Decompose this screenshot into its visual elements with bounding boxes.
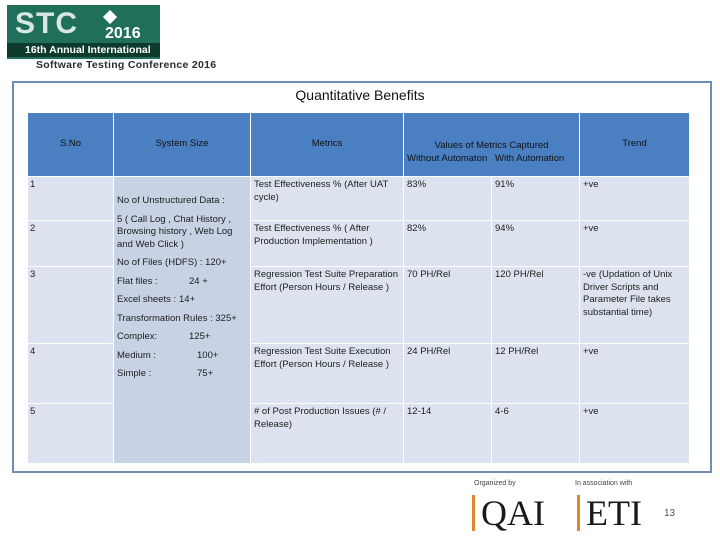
header-trend: Trend xyxy=(580,113,690,177)
qai-bar-icon xyxy=(472,495,475,531)
system-flat-files xyxy=(117,276,247,289)
metric-cell: Regression Test Suite Preparation Effort (Person Hours / Release ) xyxy=(251,267,404,344)
system-size-cell xyxy=(114,177,251,464)
association-label: In association with xyxy=(575,480,633,487)
system-unstructured: No of Unstructured Data : xyxy=(117,195,225,206)
row-sno: 5 xyxy=(28,404,114,464)
logo-subtitle: 16th Annual International xyxy=(7,43,160,57)
simple-label: Simple : xyxy=(117,368,152,379)
system-call-log: 5 ( Call Log , Chat History , Browsing history , Web Log and Web Click ) xyxy=(117,213,233,250)
complex-label: Complex: xyxy=(117,331,158,342)
excel-value: 14+ xyxy=(179,294,196,305)
eti-logo xyxy=(577,492,642,534)
metric-cell: # of Post Production Issues (# / Release) xyxy=(251,404,404,464)
trend-cell: +ve xyxy=(580,177,690,221)
header-without: Without Automaton xyxy=(407,152,488,164)
excel-label: Excel sheets : xyxy=(117,294,177,305)
with-cell: 12 PH/Rel xyxy=(492,344,580,404)
header-values-title: Values of Metrics Captured xyxy=(434,140,549,151)
eti-logo-text: ETI xyxy=(586,493,642,533)
simple-value: 75+ xyxy=(197,368,214,379)
header-with: With Automation xyxy=(495,152,565,164)
trend-cell: +ve xyxy=(580,221,690,267)
metric-cell: Test Effectiveness % ( After Production Implementation ) xyxy=(251,221,404,267)
with-cell: 91% xyxy=(492,177,580,221)
organized-by-label: Organized by xyxy=(474,480,516,487)
eti-bar-icon xyxy=(577,495,580,531)
header-values-sub xyxy=(407,153,576,166)
row-sno: 3 xyxy=(28,267,114,344)
benefits-table xyxy=(27,112,690,464)
without-cell: 82% xyxy=(404,221,492,267)
with-cell: 4-6 xyxy=(492,404,580,464)
conference-name: Software Testing Conference 2016 xyxy=(36,59,217,71)
qai-logo xyxy=(472,492,545,534)
stc-logo xyxy=(7,5,160,59)
trend-cell: +ve xyxy=(580,404,690,464)
system-simple xyxy=(117,368,247,381)
trend-cell: +ve xyxy=(580,344,690,404)
system-files: No of Files (HDFS) : 120+ xyxy=(117,257,227,268)
slide-title: Quantitative Benefits xyxy=(295,87,425,103)
qai-logo-text: QAI xyxy=(481,493,545,533)
medium-label: Medium : xyxy=(117,349,157,361)
without-cell: 83% xyxy=(404,177,492,221)
metric-cell: Regression Test Suite Execution Effort (Person Hours / Release ) xyxy=(251,344,404,404)
system-rules: Transformation Rules : 325+ xyxy=(117,312,237,324)
complex-value: 125+ xyxy=(189,331,211,342)
flat-files-label: Flat files : xyxy=(117,275,158,287)
flat-files-value: 24 + xyxy=(189,275,208,287)
row-sno: 4 xyxy=(28,344,114,404)
header-sno: S.No xyxy=(28,113,114,177)
page-number: 13 xyxy=(664,508,676,519)
header-system-size: System Size xyxy=(114,113,251,177)
system-complex xyxy=(117,331,247,344)
row-sno: 1 xyxy=(28,177,114,221)
with-cell: 120 PH/Rel xyxy=(492,267,580,344)
header-values xyxy=(404,113,580,177)
system-medium xyxy=(117,350,247,363)
logo-main-text: STC xyxy=(15,7,78,40)
metric-cell: Test Effectiveness % (After UAT cycle) xyxy=(251,177,404,221)
without-cell: 24 PH/Rel xyxy=(404,344,492,404)
logo-diamond-icon xyxy=(103,10,117,24)
table-header-row xyxy=(28,113,690,177)
without-cell: 70 PH/Rel xyxy=(404,267,492,344)
trend-cell: -ve (Updation of Unix Driver Scripts and Parameter File takes substantial time) xyxy=(580,267,690,344)
medium-value: 100+ xyxy=(197,349,219,361)
without-cell: 12-14 xyxy=(404,404,492,464)
row-sno: 2 xyxy=(28,221,114,267)
table-row xyxy=(28,177,690,221)
logo-year: 2016 xyxy=(105,25,141,42)
with-cell: 94% xyxy=(492,221,580,267)
header-metrics: Metrics xyxy=(251,113,404,177)
system-excel xyxy=(117,294,247,307)
